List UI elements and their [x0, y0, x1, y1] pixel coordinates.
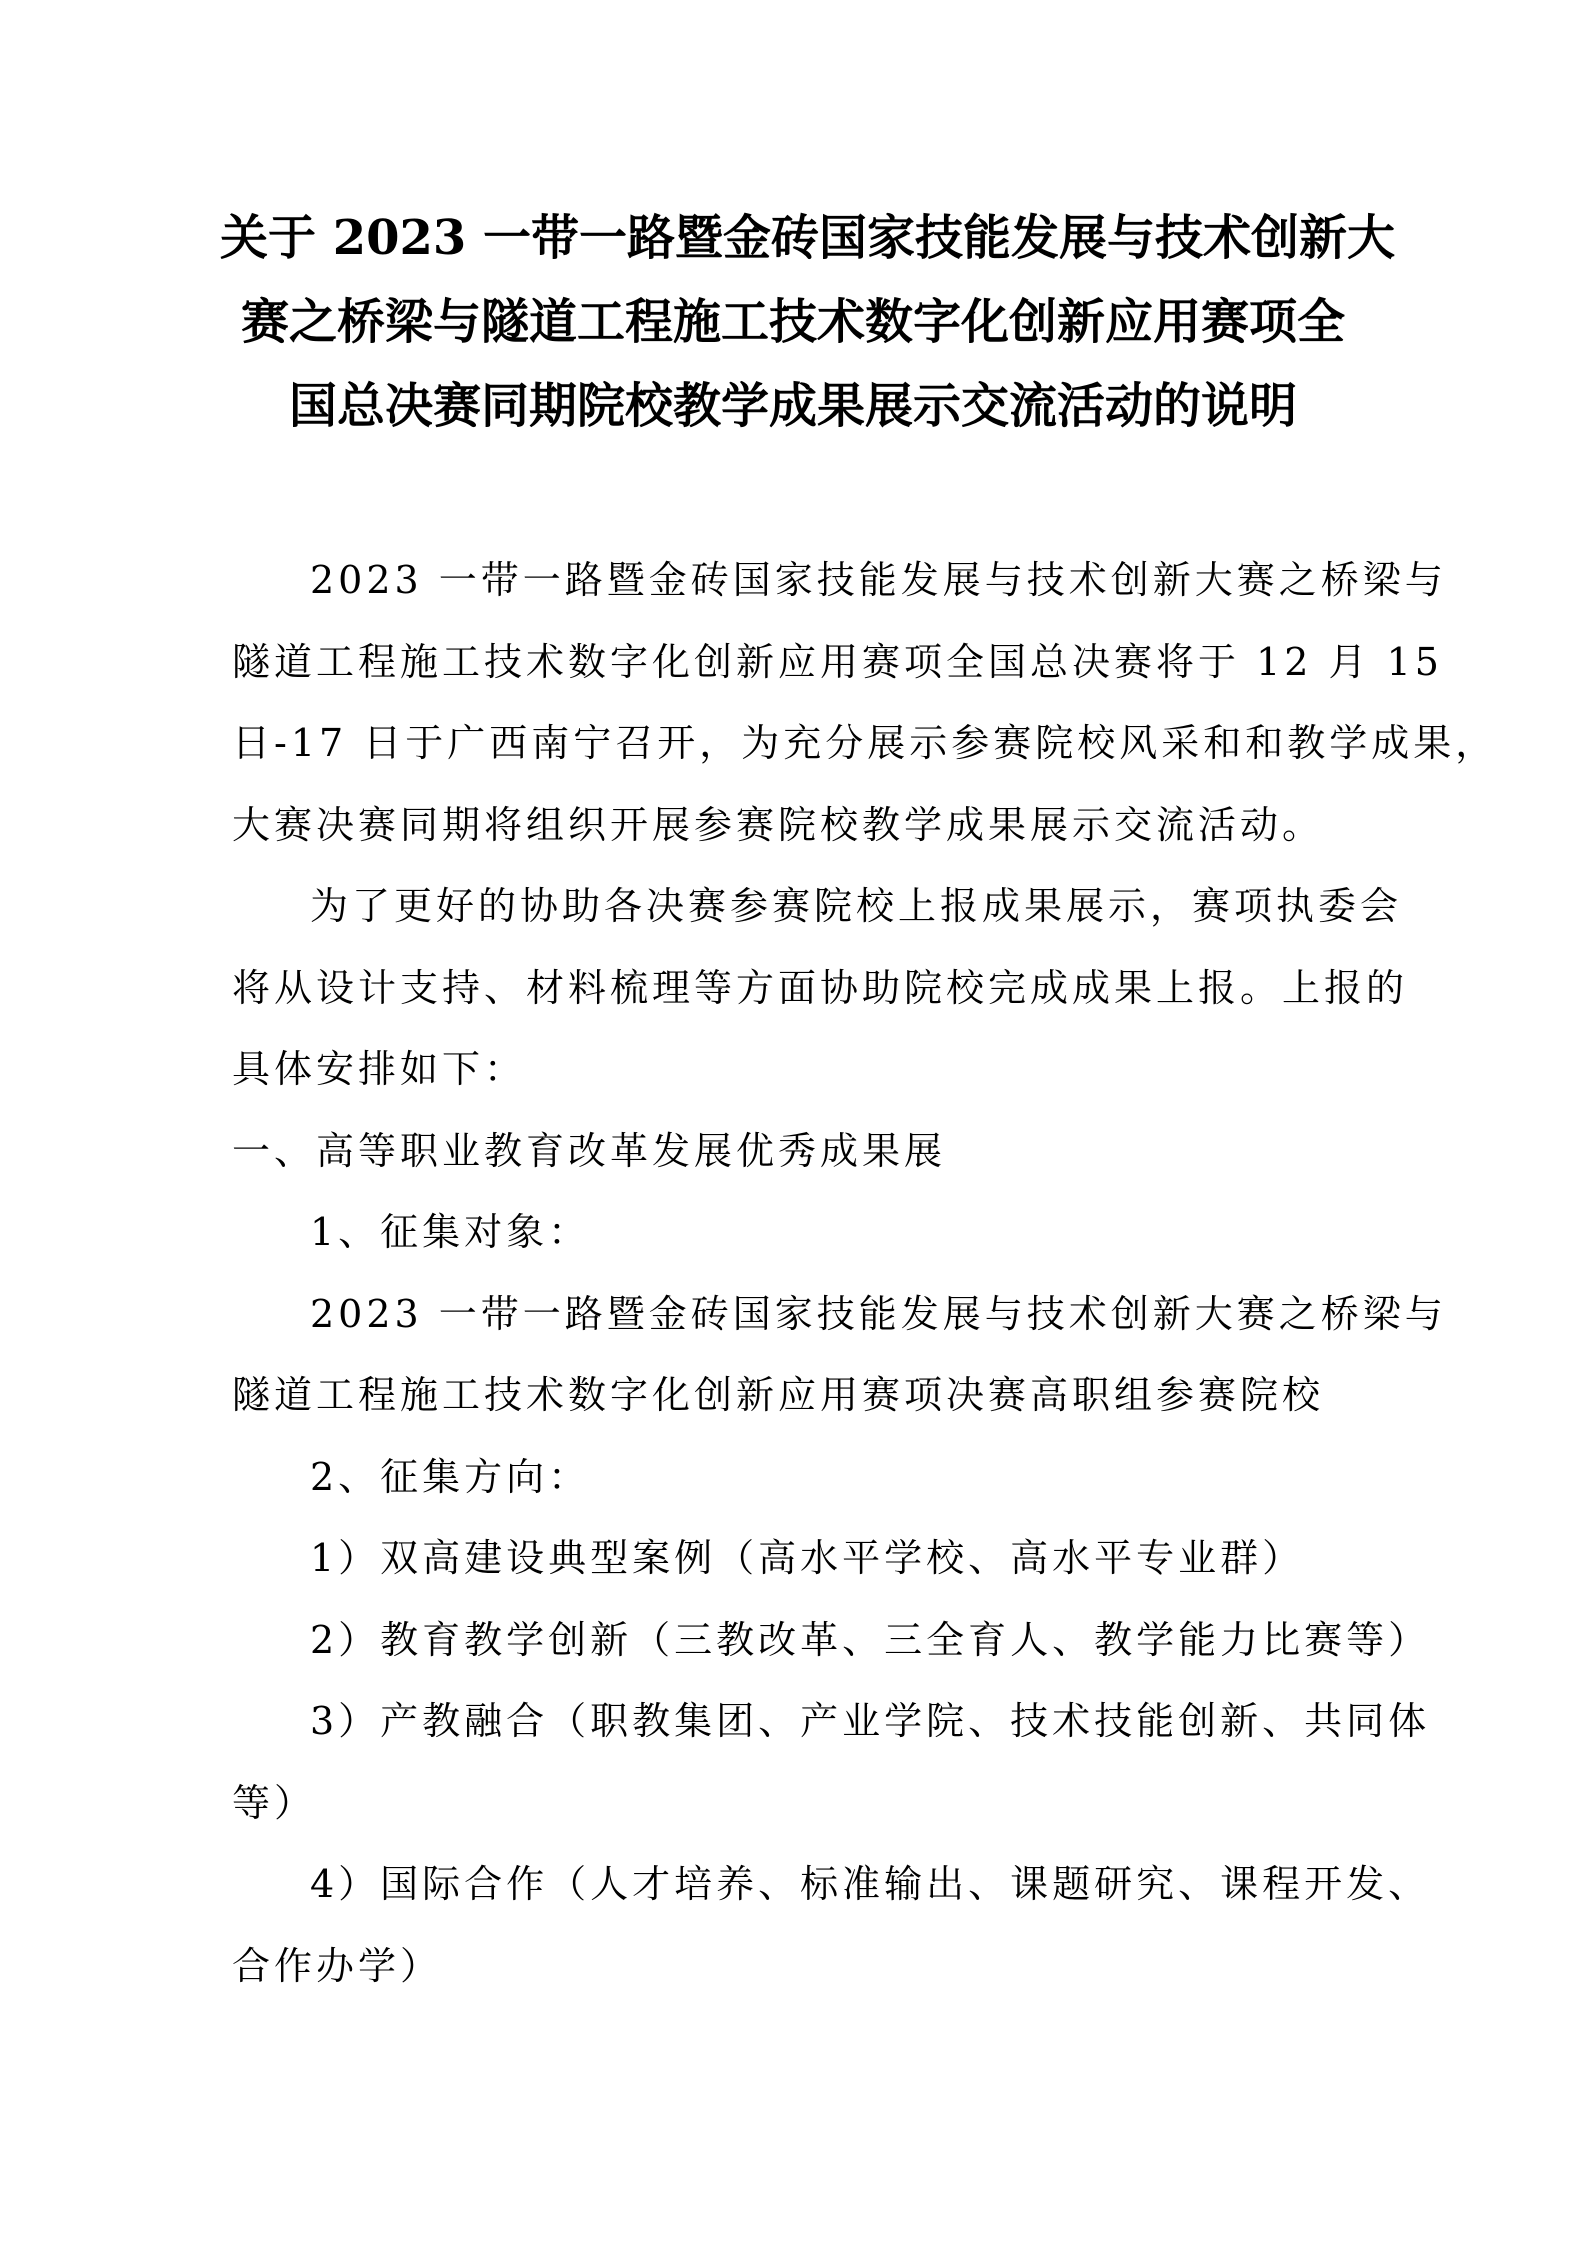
- direction-4-line-2: 合作办学）: [232, 1943, 443, 1988]
- arrangement-line-2: 将从设计支持、材料梳理等方面协助院校完成成果上报。上报的: [232, 965, 1409, 1010]
- direction-3-line-2: 等）: [232, 1780, 317, 1825]
- item1-text: [232, 1274, 1447, 1437]
- arrangement-line-1: 为了更好的协助各决赛参赛院校上报成果展示，赛项执委会: [310, 884, 1403, 928]
- section-heading: 一、高等职业教育改革发展优秀成果展: [232, 1128, 947, 1173]
- item1-heading: 1、征集对象：: [310, 1210, 591, 1254]
- intro-line-4: 大赛决赛同期将组织开展参赛院校教学成果展示交流活动。: [232, 802, 1325, 847]
- intro-paragraph: [232, 540, 1498, 866]
- direction-4-line-1: 4）国际合作（人才培养、标准输出、课题研究、课程开发、: [310, 1862, 1431, 1906]
- document-title: [220, 196, 1396, 448]
- title-line-2: 赛之桥梁与隧道工程施工技术数字化创新应用赛项全: [240, 294, 1345, 350]
- title-line-3: 国总决赛同期院校教学成果展示交流活动的说明: [288, 378, 1297, 434]
- item2-heading: 2、征集方向：: [310, 1454, 591, 1499]
- direction-3: [232, 1681, 1431, 1844]
- title-line-1: 关于 2023 一带一路暨金砖国家技能发展与技术创新大: [220, 210, 1396, 266]
- direction-1: 1）双高建设典型案例（高水平学校、高水平专业群）: [310, 1536, 1305, 1580]
- intro-line-3: 日-17 日于广西南宁召开，为充分展示参赛院校风采和和教学成果，: [232, 721, 1498, 765]
- document-body: [232, 540, 1498, 2007]
- item1-line-1: 2023 一带一路暨金砖国家技能发展与技术创新大赛之桥梁与: [310, 1291, 1447, 1336]
- direction-4: [232, 1844, 1431, 2007]
- intro-line-1: 2023 一带一路暨金砖国家技能发展与技术创新大赛之桥梁与: [310, 558, 1447, 602]
- direction-2: 2）教育教学创新（三教改革、三全育人、教学能力比赛等）: [310, 1617, 1431, 1662]
- arrangement-paragraph: [232, 866, 1409, 1111]
- intro-line-2: 隧道工程施工技术数字化创新应用赛项全国总决赛将于 12 月 15: [232, 639, 1443, 684]
- arrangement-line-3: 具体安排如下：: [232, 1047, 527, 1091]
- direction-3-line-1: 3）产教融合（职教集团、产业学院、技术技能创新、共同体: [310, 1699, 1431, 1743]
- item1-line-2: 隧道工程施工技术数字化创新应用赛项决赛高职组参赛院校: [232, 1373, 1325, 1417]
